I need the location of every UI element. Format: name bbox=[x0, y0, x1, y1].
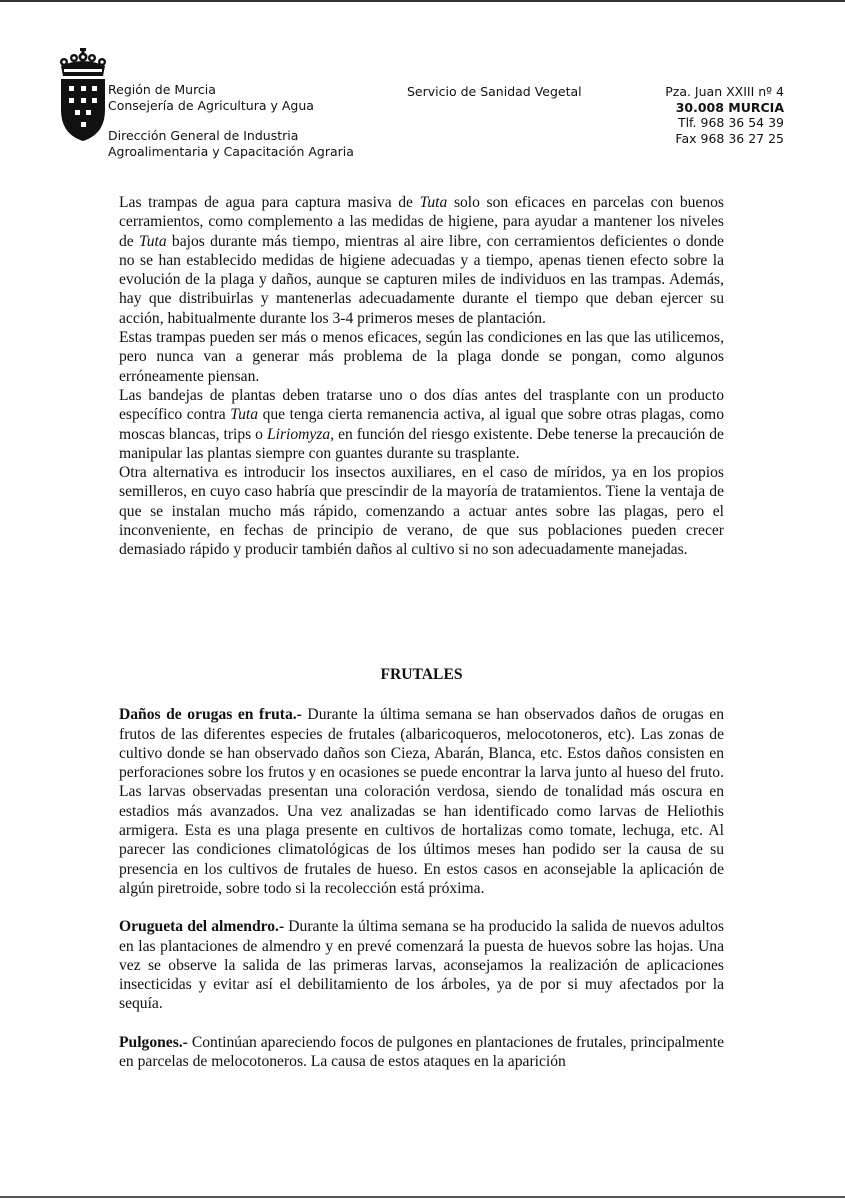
paragraph-trap-efficacy: Estas trampas pueden ser más o menos eficaces, según las condiciones en las que las utilicemos, pero nunca van a generar más problema de la plaga donde se pongan, como algunos erróneamente piensan. bbox=[119, 329, 724, 385]
top-border bbox=[0, 0, 845, 2]
paragraph-lead: Pulgones.- bbox=[119, 1033, 188, 1051]
paragraph-orugueta: Orugueta del almendro.- Durante la última semana se ha producido la salida de nuevos adultos en las plantaciones de almendro y en prevé comenzará la puesta de huevos sobre las hojas. Una vez se observe la salida de las primeras larvas, aconsejamos la realización de aplicaciones insecticidas y evitar así el debilitamiento de los árboles, ya de por si muy afectados por la sequía. bbox=[119, 918, 724, 1013]
address-street: Pza. Juan XXIII nº 4 bbox=[665, 84, 784, 99]
service-name: Servicio de Sanidad Vegetal bbox=[407, 84, 582, 99]
tuta-section bbox=[119, 193, 724, 560]
paragraph-pulgones: Pulgones.- Continúan apareciendo focos de pulgones en plantaciones de frutales, principalmente en parcelas de melocotoneros. La causa de estos ataques en la aparición bbox=[119, 1033, 724, 1071]
paragraph-auxiliary-insects: Otra alternativa es introducir los insectos auxiliares, en el caso de míridos, ya en los propios semilleros, en cuyo caso habría que prescindir de la mayoría de tratamientos. Tiene la ventaja de que se instalan mucho más rápido, comenzando a actuar antes sobre las plagas, pero el inconveniente, en fechas de principio de verano, de que sus poblaciones pueden crecer demasiado rápido y producir también daños al cultivo si no son adecuadamente manejadas. bbox=[119, 464, 724, 559]
species-name: Liriomyza bbox=[266, 425, 331, 443]
species-name: Tuta bbox=[419, 194, 448, 211]
paragraph-lead: Orugueta del almendro.- bbox=[119, 918, 285, 936]
dept-line-2: Agroalimentaria y Capacitación Agraria bbox=[108, 143, 354, 159]
species-name: Tuta bbox=[138, 232, 167, 250]
dept-line-1: Dirección General de Industria bbox=[108, 128, 299, 143]
header-address bbox=[665, 84, 784, 146]
paragraph-plant-trays: Las bandejas de plantas deben tratarse uno o dos días antes del trasplante con un producto específico contra Tuta que tenga cierta remanencia activa, al igual que sobre otras plagas, como moscas blancas, trips o Liriomyza, en función del riesgo existente. Debe tenerse la precaución de manipular las plantas siempre con guantes durante su trasplante. bbox=[119, 386, 724, 462]
paragraph-orugas: Daños de orugas en fruta.- Durante la última semana se han observados daños de orugas en frutos de las diferentes especies de frutales (albaricoqueros, melocotoneros, etc). Las zonas de cultivo donde se han observado daños son Cieza, Abarán, Blanca, etc. Estos daños consisten en perforaciones sobre los frutos y en ocasiones se puede encontrar la larva junto al hueso del fruto. Las larvas observadas presentan una coloración verdosa, siendo de tonalidad más oscura en estadios más avanzados. Una vez analizadas se han identificado como larvas de Heliothis armigera. Esta es una plaga presente en cultivos de hortalizas como tomate, lechuga, etc. Al parecer las condiciones climatológicas de los últimos meses han podido ser la causa de su presencia en los cultivos de frutales de hueso. En estos casos en aconsejable la aplicación de algún piretroide, sobre todo si la recolección está próxima. bbox=[119, 706, 724, 897]
frutales-section bbox=[119, 665, 724, 1071]
org-region: Región de Murcia bbox=[108, 82, 216, 97]
paragraph-traps: Las trampas de agua para captura masiva de Tuta solo son eficaces en parcelas con buenos cerramientos, como complemento a las medidas de higiene, para ayudar a mantener los niveles de Tuta bajos durante más tiempo, mientras al aire libre, con cerramientos deficientes o donde no se han establecido medidas de higiene adecuadas y a tiempo, apenas tienen efecto sobre la evolución de la plaga y daños, aunque se capturen miles de individuos en las trampas. Además, hay que distribuirlas y mantenerlas adecuadamente durante el tiempo que deban ejercer su acción, habitualmente durante los 3-4 primeros meses de plantación. bbox=[119, 194, 724, 327]
section-title: FRUTALES bbox=[380, 666, 463, 683]
bottom-border bbox=[0, 1196, 845, 1198]
header-service bbox=[407, 84, 582, 100]
org-ministry: Consejería de Agricultura y Agua bbox=[108, 97, 314, 113]
phone-number: Tlf. 968 36 54 39 bbox=[677, 115, 784, 130]
header-organization bbox=[108, 82, 314, 113]
header-department bbox=[108, 128, 354, 159]
fax-number: Fax 968 36 27 25 bbox=[675, 130, 784, 146]
species-name: Tuta bbox=[230, 406, 259, 424]
address-city: 30.008 MURCIA bbox=[675, 99, 784, 115]
paragraph-lead: Daños de orugas en fruta.- bbox=[119, 706, 302, 724]
region-murcia-coat-of-arms-icon bbox=[58, 48, 108, 143]
